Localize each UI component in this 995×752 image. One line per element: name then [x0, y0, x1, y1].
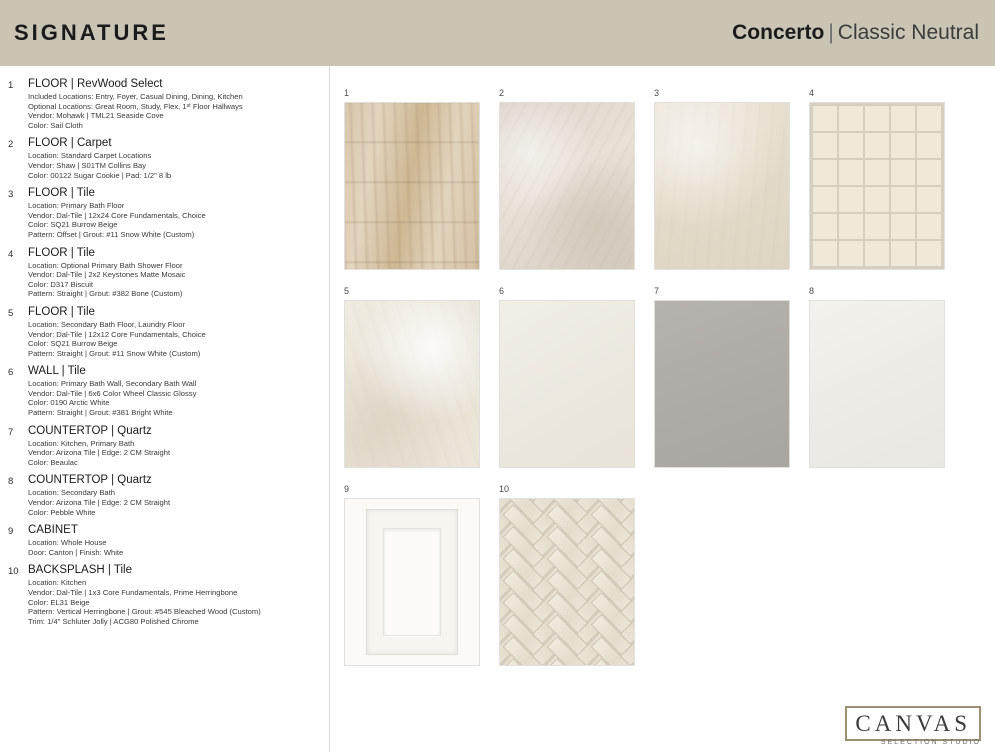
spec-title: FLOOR | Tile — [28, 246, 95, 259]
swatch-4 — [809, 88, 945, 270]
primary-bath-tile-swatch — [654, 102, 790, 270]
spec-number: 9 — [8, 526, 14, 538]
title-separator: | — [828, 21, 834, 44]
swatch-number: 2 — [499, 88, 505, 98]
wall-tile-swatch — [499, 300, 635, 468]
spec-item-2 — [8, 137, 319, 180]
spec-line: Vendor: Shaw | S01TM Collins Bay — [28, 160, 147, 170]
spec-item-9 — [8, 524, 319, 557]
spec-line: Pattern: Offset | Grout: #11 Snow White (Custom) — [28, 229, 195, 239]
spec-line: Location: Primary Bath Wall, Secondary Bath Wall — [28, 379, 197, 389]
swatch-row-2 — [344, 286, 995, 468]
spec-number: 1 — [8, 80, 14, 91]
spec-number: 10 — [8, 566, 19, 578]
spec-line: Vendor: Dal-Tile | 1x3 Core Fundamentals, Prime Herringbone — [28, 588, 238, 597]
spec-item-4 — [8, 247, 319, 299]
spec-line: Color: SQ21 Burrow Beige — [28, 339, 118, 349]
spec-item-5 — [8, 306, 319, 358]
spec-line: Location: Optional Primary Bath Shower Floor — [28, 260, 183, 270]
spec-line: Color: 0190 Arctic White — [28, 398, 110, 408]
swatch-number: 9 — [344, 484, 350, 494]
scheme-name: Classic Neutral — [837, 21, 979, 44]
spec-line: Trim: 1/4" Schluter Jolly | ACG80 Polished Chrome — [28, 616, 199, 626]
spec-number: 4 — [8, 248, 14, 260]
spec-line: Location: Secondary Bath — [28, 488, 115, 498]
spec-line: Location: Primary Bath Floor — [28, 201, 125, 211]
page-content — [0, 66, 995, 752]
specifications-sidebar — [0, 66, 330, 752]
page-header — [0, 0, 995, 66]
spec-line: Location: Kitchen, Primary Bath — [28, 438, 135, 448]
carpet-swatch — [499, 102, 635, 270]
spec-line: Color: EL31 Beige — [28, 597, 90, 607]
spec-item-1 — [8, 78, 319, 130]
swatch-number: 10 — [499, 484, 510, 494]
swatch-number: 3 — [654, 88, 660, 98]
spec-line: Included Locations: Entry, Foyer, Casual Dining, Dining, Kitchen — [28, 92, 243, 101]
swatch-5 — [344, 286, 480, 468]
spec-line: Pattern: Straight | Grout: #11 Snow White (Custom) — [28, 348, 201, 358]
kitchen-quartz-swatch — [654, 300, 790, 468]
swatch-number: 6 — [499, 286, 505, 296]
spec-title: COUNTERTOP | Quartz — [28, 424, 152, 437]
mosaic-tile-swatch — [809, 102, 945, 270]
swatch-number: 7 — [654, 286, 660, 296]
spec-line: Location: Whole House — [28, 538, 107, 548]
spec-title: FLOOR | RevWood Select — [28, 78, 163, 90]
logo-tagline: SELECTION STUDIO — [880, 739, 981, 746]
brand-title: SIGNATURE — [14, 20, 169, 45]
spec-number: 3 — [8, 189, 14, 201]
spec-line: Vendor: Arizona Tile | Edge: 2 CM Straight — [28, 448, 171, 458]
spec-line: Vendor: Dal-Tile | 6x6 Color Wheel Classic Glossy — [28, 388, 197, 398]
spec-line: Vendor: Arizona Tile | Edge: 2 CM Straight — [28, 498, 171, 508]
spec-title: BACKSPLASH | Tile — [28, 564, 132, 577]
swatch-9 — [344, 484, 480, 666]
spec-line: Vendor: Dal-Tile | 2x2 Keystones Matte Mosaic — [28, 270, 186, 280]
logo-frame — [845, 706, 981, 741]
swatch-7 — [654, 286, 790, 468]
spec-line: Pattern: Straight | Grout: #381 Bright White — [28, 408, 173, 418]
spec-line: Location: Kitchen — [28, 578, 87, 588]
spec-line: Color: SQ21 Burrow Beige — [28, 220, 118, 230]
spec-line: Vendor: Dal-Tile | 12x24 Core Fundamentals, Choice — [28, 210, 206, 220]
logo-text: CANVAS — [855, 711, 971, 736]
spec-number: 5 — [8, 307, 14, 319]
spec-item-3 — [8, 187, 319, 239]
swatch-number: 8 — [809, 286, 815, 296]
spec-item-6 — [8, 365, 319, 417]
spec-line: Location: Secondary Bath Floor, Laundry Floor — [28, 319, 186, 329]
spec-item-7 — [8, 425, 319, 468]
spec-line: Color: Beaulac — [28, 457, 78, 467]
swatch-row-3 — [344, 484, 995, 666]
spec-item-8 — [8, 474, 319, 517]
spec-number: 2 — [8, 139, 14, 151]
spec-title: WALL | Tile — [28, 365, 86, 378]
spec-item-10 — [8, 564, 319, 626]
swatch-2 — [499, 88, 635, 270]
spec-title: CABINET — [28, 524, 78, 537]
spec-title: COUNTERTOP | Quartz — [28, 474, 152, 487]
swatch-1 — [344, 88, 480, 270]
spec-number: 6 — [8, 367, 14, 379]
swatch-3 — [654, 88, 790, 270]
cabinet-door-panel — [366, 509, 458, 655]
swatch-row-1 — [344, 88, 995, 270]
swatch-number: 1 — [344, 88, 350, 98]
spec-line: Color: Pebble White — [28, 507, 96, 517]
spec-line: Location: Standard Carpet Locations — [28, 151, 152, 161]
spec-number: 8 — [8, 476, 14, 488]
collection-title — [732, 21, 979, 45]
spec-title: FLOOR | Tile — [28, 187, 95, 200]
spec-line: Color: 00122 Sugar Cookie | Pad: 1/2" 8 lb — [28, 170, 172, 180]
spec-line: Color: Sail Cloth — [28, 120, 83, 130]
spec-line: Vendor: Mohawk | TML21 Seaside Cove — [28, 111, 164, 121]
secondary-bath-tile-swatch — [344, 300, 480, 468]
cabinet-door-inset — [383, 528, 441, 636]
spec-title: FLOOR | Carpet — [28, 137, 112, 150]
swatch-6 — [499, 286, 635, 468]
spec-line: Vendor: Dal-Tile | 12x12 Core Fundamentals, Choice — [28, 329, 206, 339]
swatch-8 — [809, 286, 945, 468]
revwood-floor-swatch — [344, 102, 480, 270]
spec-line: Door: Canton | Finish: White — [28, 547, 124, 557]
swatch-board — [330, 66, 995, 752]
spec-line: Optional Locations: Great Room, Study, Flex, 1ˢᵗ Floor Hallways — [28, 101, 243, 111]
spec-line: Color: D317 Biscuit — [28, 279, 93, 289]
spec-number: 7 — [8, 426, 14, 438]
cabinet-door-swatch — [344, 498, 480, 666]
swatch-number: 4 — [809, 88, 815, 98]
spec-line: Pattern: Straight | Grout: #382 Bone (Custom) — [28, 289, 183, 299]
backsplash-tile-swatch — [499, 498, 635, 666]
secondary-quartz-swatch — [809, 300, 945, 468]
canvas-logo — [845, 706, 981, 746]
swatch-10 — [499, 484, 635, 666]
collection-name: Concerto — [732, 21, 825, 44]
swatch-number: 5 — [344, 286, 350, 296]
spec-line: Pattern: Vertical Herringbone | Grout: #545 Bleached Wood (Custom) — [28, 607, 261, 617]
spec-title: FLOOR | Tile — [28, 305, 95, 318]
